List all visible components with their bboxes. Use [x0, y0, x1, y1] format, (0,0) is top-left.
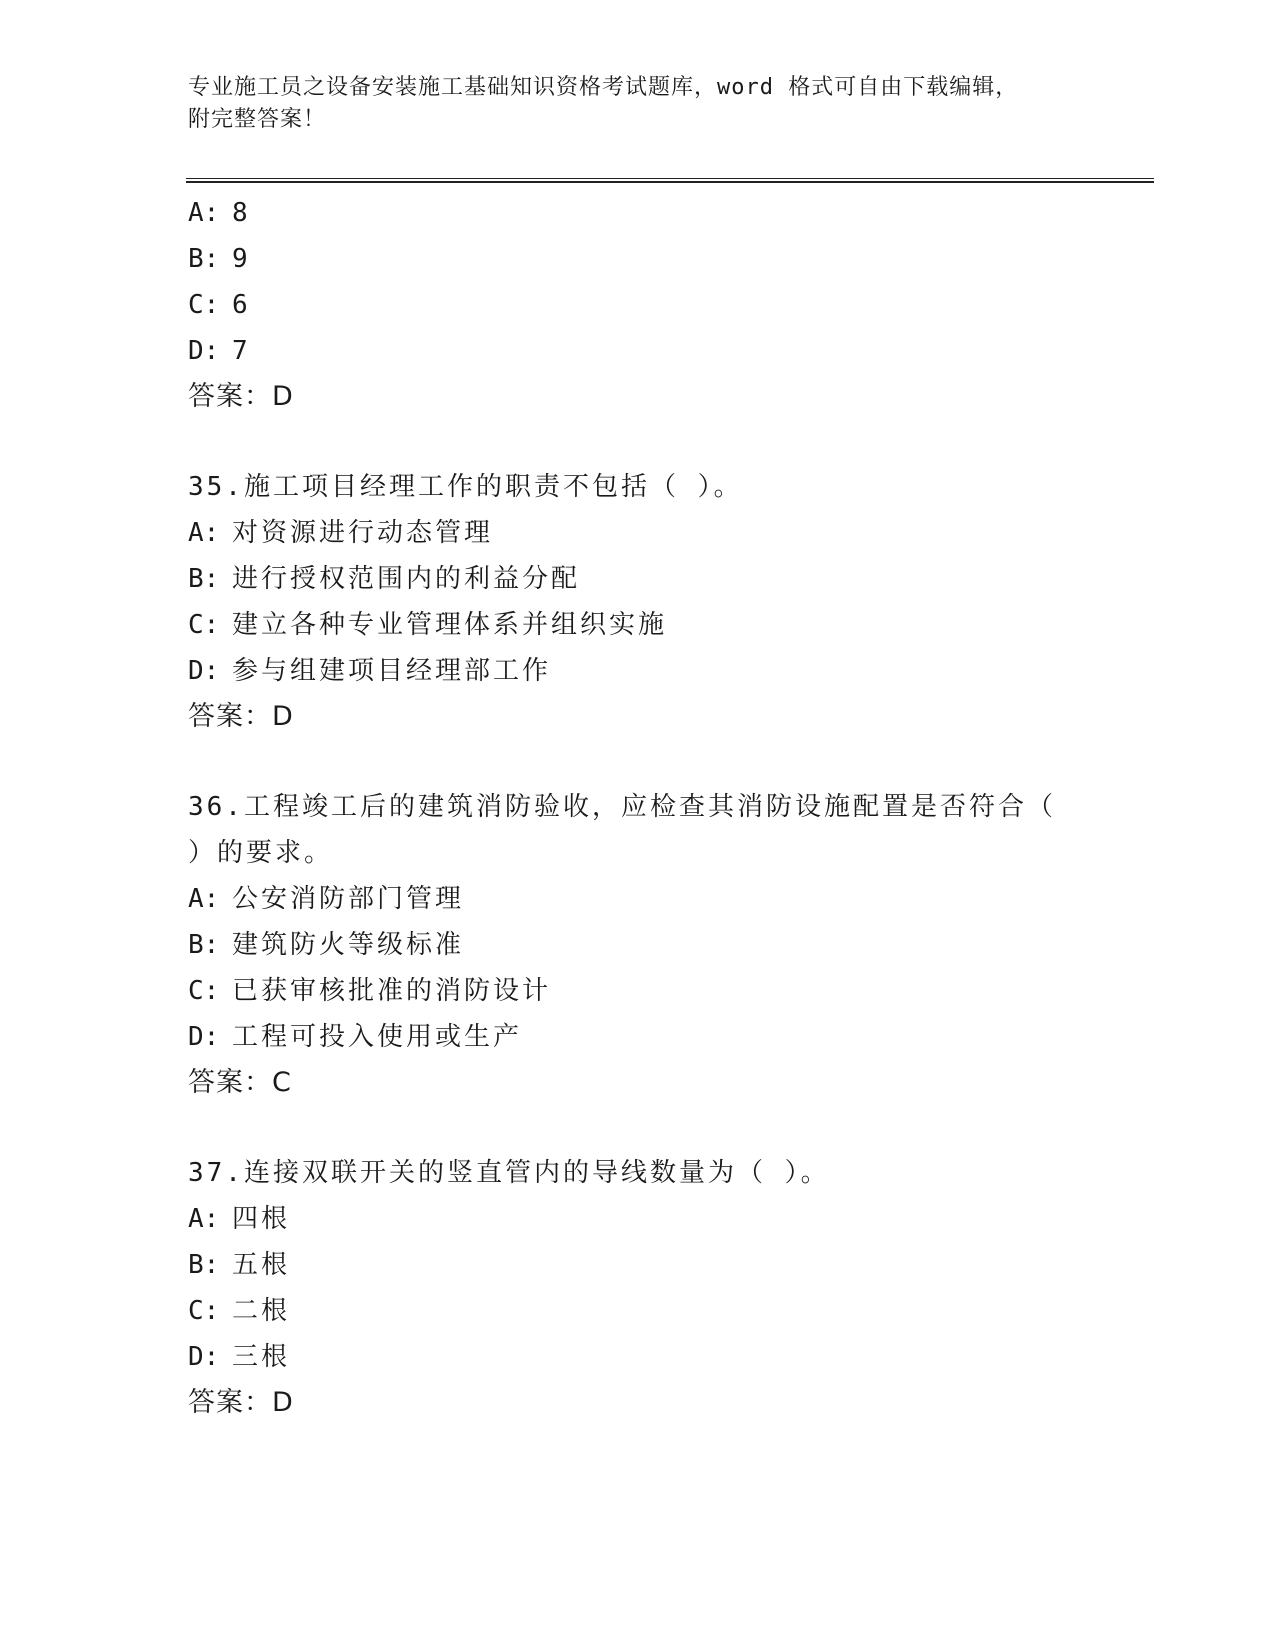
option-text: 9: [232, 244, 251, 274]
option-label: C:: [188, 976, 220, 1006]
question-36: [188, 784, 1148, 1106]
option-label: B:: [188, 930, 220, 960]
option-label: D:: [188, 1022, 220, 1052]
header-line-2: 附完整答案！: [188, 107, 327, 132]
option-label: D:: [188, 336, 220, 366]
answer-line: 答案：D: [188, 701, 294, 732]
option-c: [188, 1288, 1148, 1334]
option-label: A:: [188, 198, 220, 228]
option-b: [188, 556, 1148, 602]
option-b: [188, 1242, 1148, 1288]
option-label: C:: [188, 1296, 220, 1326]
option-d: [188, 1014, 1148, 1060]
document-header: [188, 72, 1088, 136]
option-label: B:: [188, 564, 220, 594]
option-text: 进行授权范围内的利益分配: [232, 564, 581, 594]
option-text: 对资源进行动态管理: [232, 518, 494, 548]
option-text: 工程可投入使用或生产: [232, 1022, 523, 1052]
option-text: 已获审核批准的消防设计: [232, 976, 552, 1006]
option-a: [188, 876, 1148, 922]
option-label: A:: [188, 518, 220, 548]
question-stem: 36.工程竣工后的建筑消防验收，应检查其消防设施配置是否符合（: [188, 792, 1056, 822]
option-label: B:: [188, 1250, 220, 1280]
option-text: 二根: [232, 1296, 291, 1326]
option-a: [188, 510, 1148, 556]
option-b: [188, 922, 1148, 968]
option-d: [188, 1334, 1148, 1380]
option-text: 6: [232, 290, 251, 320]
question-stem: 35.施工项目经理工作的职责不包括（ ）。: [188, 472, 743, 502]
question-37: [188, 1150, 1148, 1426]
answer-line: 答案：D: [188, 381, 294, 412]
option-d: [188, 328, 1148, 374]
option-label: A:: [188, 884, 220, 914]
option-c: [188, 602, 1148, 648]
option-text: 五根: [232, 1250, 291, 1280]
option-b: [188, 236, 1148, 282]
header-divider-thin: [186, 178, 1154, 179]
option-d: [188, 648, 1148, 694]
option-text: 三根: [232, 1342, 291, 1372]
option-label: C:: [188, 610, 220, 640]
option-a: [188, 190, 1148, 236]
option-c: [188, 968, 1148, 1014]
option-a: [188, 1196, 1148, 1242]
question-list: [188, 190, 1148, 1426]
option-text: 建筑防火等级标准: [232, 930, 465, 960]
option-text: 四根: [232, 1204, 291, 1234]
option-text: 公安消防部门管理: [232, 884, 465, 914]
question-stem: 37.连接双联开关的竖直管内的导线数量为（ ）。: [188, 1158, 830, 1188]
header-line-1: 专业施工员之设备安装施工基础知识资格考试题库，word 格式可自由下载编辑，: [188, 75, 1019, 100]
option-label: D:: [188, 656, 220, 686]
header-divider-thick: [186, 181, 1154, 183]
option-text: 7: [232, 336, 251, 366]
option-text: 参与组建项目经理部工作: [232, 656, 552, 686]
question-34-continued: [188, 190, 1148, 420]
option-c: [188, 282, 1148, 328]
answer-line: 答案：C: [188, 1067, 292, 1098]
option-label: B:: [188, 244, 220, 274]
option-label: A:: [188, 1204, 220, 1234]
option-label: C:: [188, 290, 220, 320]
option-text: 8: [232, 198, 251, 228]
answer-line: 答案：D: [188, 1387, 294, 1418]
question-35: [188, 464, 1148, 740]
question-stem-continued: ）的要求。: [188, 838, 334, 868]
option-text: 建立各种专业管理体系并组织实施: [232, 610, 668, 640]
option-label: D:: [188, 1342, 220, 1372]
